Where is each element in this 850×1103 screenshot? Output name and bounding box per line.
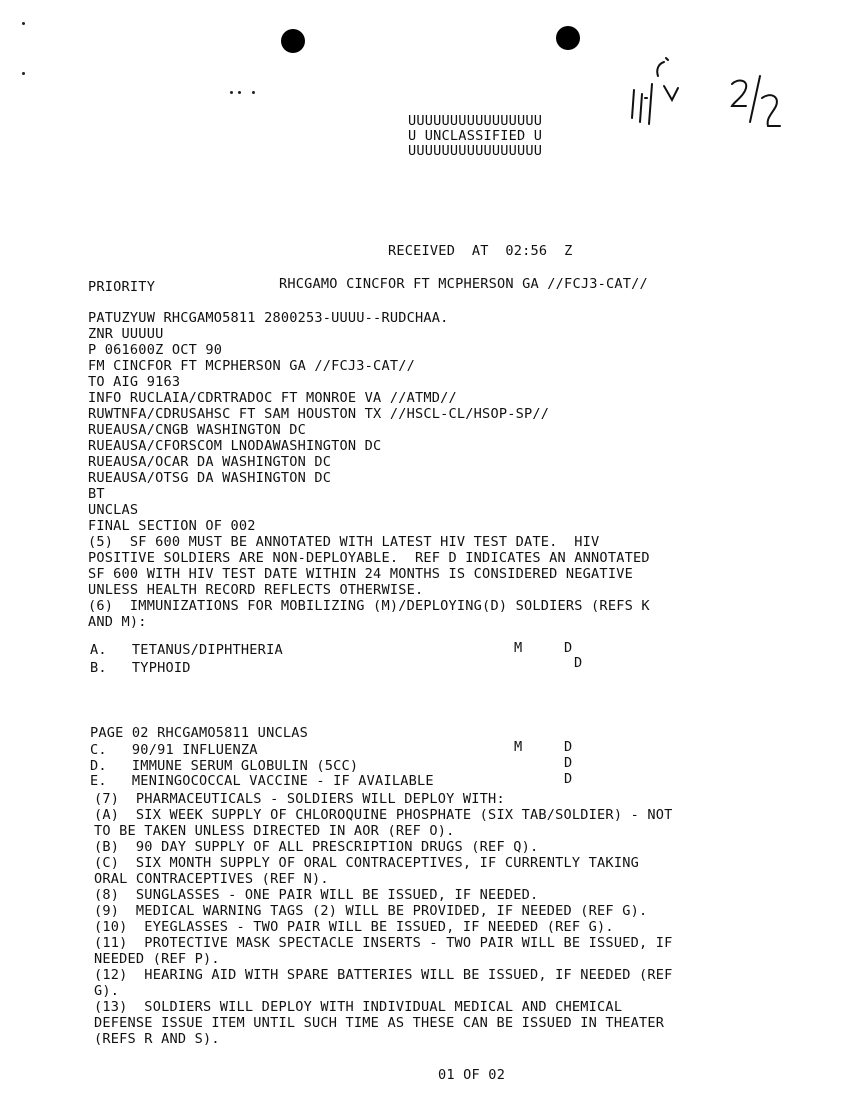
immunization-deploying-mark: D	[564, 640, 573, 656]
text-line: FM CINCFOR FT MCPHERSON GA //FCJ3-CAT//	[88, 358, 415, 374]
text-line: PATUZYUW RHCGAMO5811 2800253-UUUU--RUDCHAA.	[88, 310, 449, 326]
immunization-deploying-mark: D	[574, 655, 583, 671]
page-header: PAGE 02 RHCGAMO5811 UNCLAS	[90, 725, 308, 741]
text-line: RUEAUSA/CNGB WASHINGTON DC	[88, 422, 306, 438]
speck	[22, 72, 25, 75]
page-footer: 01 OF 02	[438, 1067, 506, 1083]
text-line: (C) SIX MONTH SUPPLY OF ORAL CONTRACEPTIVES, IF CURRENTLY TAKING	[94, 855, 639, 871]
immunization-row: C. 90/91 INFLUENZA	[90, 742, 258, 758]
text-line: (8) SUNGLASSES - ONE PAIR WILL BE ISSUED, IF NEEDED.	[94, 887, 539, 903]
speck	[230, 91, 233, 94]
text-line: (REFS R AND S).	[94, 1031, 220, 1047]
text-line: POSITIVE SOLDIERS ARE NON-DEPLOYABLE. REF D INDICATES AN ANNOTATED	[88, 550, 650, 566]
text-line: (11) PROTECTIVE MASK SPECTACLE INSERTS - TWO PAIR WILL BE ISSUED, IF	[94, 935, 673, 951]
text-line: (10) EYEGLASSES - TWO PAIR WILL BE ISSUED, IF NEEDED (REF G).	[94, 919, 614, 935]
punch-hole-right	[556, 26, 580, 50]
text-line: SF 600 WITH HIV TEST DATE WITHIN 24 MONTHS IS CONSIDERED NEGATIVE	[88, 566, 633, 582]
text-line: (A) SIX WEEK SUPPLY OF CHLOROQUINE PHOSPHATE (SIX TAB/SOLDIER) - NOT	[94, 807, 673, 823]
priority-label: PRIORITY	[88, 279, 156, 295]
classification-banner-top: UUUUUUUUUUUUUUUU	[408, 113, 543, 129]
speck	[238, 91, 241, 94]
immunization-row: E. MENINGOCOCCAL VACCINE - IF AVAILABLE	[90, 773, 434, 789]
speck	[252, 91, 255, 94]
text-line: ORAL CONTRACEPTIVES (REF N).	[94, 871, 329, 887]
text-line: (12) HEARING AID WITH SPARE BATTERIES WILL BE ISSUED, IF NEEDED (REF	[94, 967, 673, 983]
text-line: (9) MEDICAL WARNING TAGS (2) WILL BE PROVIDED, IF NEEDED (REF G).	[94, 903, 648, 919]
immunization-row: A. TETANUS/DIPHTHERIA	[90, 642, 283, 658]
immunization-deploying-mark: D	[564, 739, 573, 755]
text-line: ZNR UUUUU	[88, 326, 164, 342]
immunization-mobilizing-mark: M	[514, 739, 523, 755]
text-line: (5) SF 600 MUST BE ANNOTATED WITH LATEST HIV TEST DATE. HIV	[88, 534, 600, 550]
immunization-deploying-mark: D	[564, 755, 573, 771]
speck	[22, 22, 25, 25]
text-line: INFO RUCLAIA/CDRTRADOC FT MONROE VA //ATMD//	[88, 390, 457, 406]
immunization-row: B. TYPHOID	[90, 660, 191, 676]
text-line: BT	[88, 486, 105, 502]
text-line: NEEDED (REF P).	[94, 951, 220, 967]
text-line: (7) PHARMACEUTICALS - SOLDIERS WILL DEPLOY WITH:	[94, 791, 505, 807]
immunization-mobilizing-mark: M	[514, 640, 523, 656]
text-line: UNCLAS	[88, 502, 139, 518]
text-line: FINAL SECTION OF 002	[88, 518, 256, 534]
immunization-row: D. IMMUNE SERUM GLOBULIN (5CC)	[90, 758, 359, 774]
message-body-block	[94, 791, 673, 1047]
text-line: G).	[94, 983, 120, 999]
text-line: AND M):	[88, 614, 147, 630]
punch-hole-left	[281, 29, 305, 53]
text-line: (B) 90 DAY SUPPLY OF ALL PRESCRIPTION DRUGS (REF Q).	[94, 839, 539, 855]
text-line: (13) SOLDIERS WILL DEPLOY WITH INDIVIDUAL MEDICAL AND CHEMICAL	[94, 999, 623, 1015]
text-line: RUEAUSA/OTSG DA WASHINGTON DC	[88, 470, 332, 486]
classification-banner-middle: U UNCLASSIFIED U	[408, 128, 543, 144]
classification-banner-bottom: UUUUUUUUUUUUUUUU	[408, 143, 543, 159]
text-line: RUEAUSA/CFORSCOM LNODAWASHINGTON DC	[88, 438, 382, 454]
text-line: TO AIG 9163	[88, 374, 181, 390]
text-line: UNLESS HEALTH RECORD REFLECTS OTHERWISE.	[88, 582, 424, 598]
priority-originator: RHCGAMO CINCFOR FT MCPHERSON GA //FCJ3-CAT//	[279, 276, 648, 292]
text-line: DEFENSE ISSUE ITEM UNTIL SUCH TIME AS THESE CAN BE ISSUED IN THEATER	[94, 1015, 665, 1031]
text-line: RUEAUSA/OCAR DA WASHINGTON DC	[88, 454, 332, 470]
handwritten-annotation	[620, 48, 800, 138]
text-line: P 061600Z OCT 90	[88, 342, 223, 358]
text-line: TO BE TAKEN UNLESS DIRECTED IN AOR (REF O).	[94, 823, 455, 839]
immunization-deploying-mark: D	[564, 771, 573, 787]
text-line: RUWTNFA/CDRUSAHSC FT SAM HOUSTON TX //HSCL-CL/HSOP-SP//	[88, 406, 550, 422]
received-time: RECEIVED AT 02:56 Z	[388, 243, 573, 259]
message-header-block	[88, 310, 650, 630]
text-line: (6) IMMUNIZATIONS FOR MOBILIZING (M)/DEPLOYING(D) SOLDIERS (REFS K	[88, 598, 650, 614]
